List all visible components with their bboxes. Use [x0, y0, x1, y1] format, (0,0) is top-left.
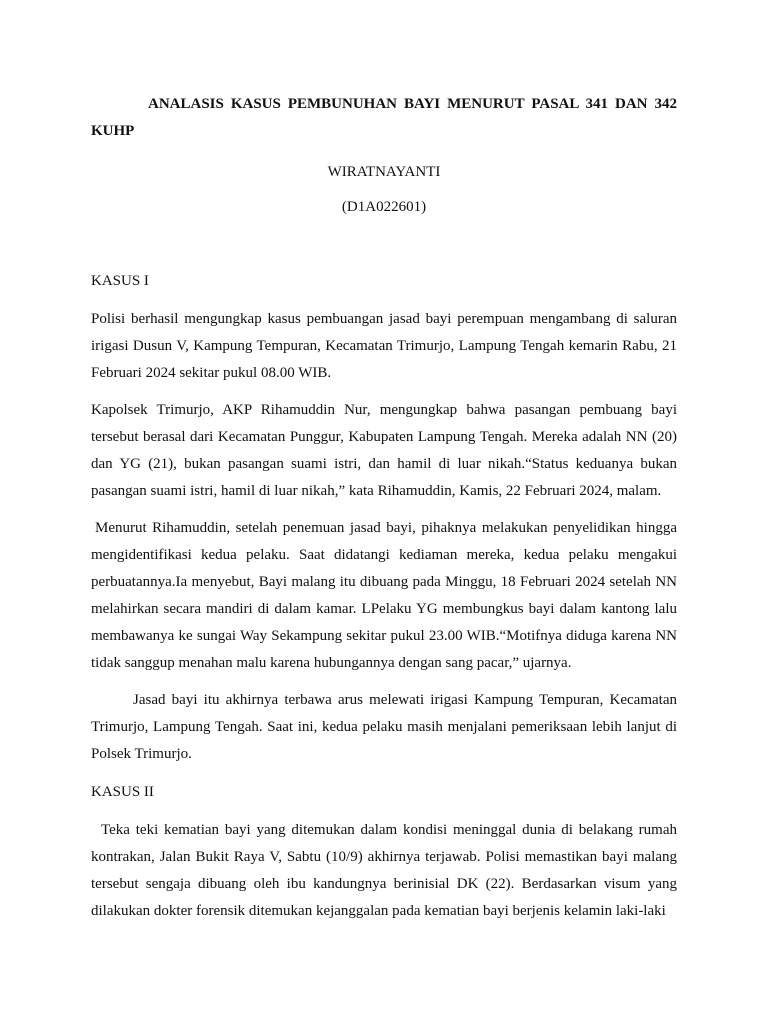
student-id: (D1A022601) — [341, 199, 427, 215]
paragraph: Polisi berhasil mengungkap kasus pembuangan jasad bayi perempuan mengambang di saluran irigasi Dusun V, Kampung Tempuran, Kecamatan Trimurjo, Lampung Tengah kemarin Rabu, 21 Februari 2024 sekitar pukul 08.00 WIB. — [91, 311, 677, 381]
paragraph: Kapolsek Trimurjo, AKP Rihamuddin Nur, mengungkap bahwa pasangan pembuang bayi tersebut berasal dari Kecamatan Punggur, Kabupaten Lampung Tengah. Mereka adalah NN (20) dan YG (21), bukan pasangan suami istri, dan hamil di luar nikah.“Status keduanya bukan pasangan suami istri, hamil di luar nikah,” kata Rihamuddin, Kamis, 22 Februari 2024, malam. — [91, 402, 677, 499]
author-name: WIRATNAYANTI — [327, 164, 441, 180]
section-heading-kasus-2: KASUS II — [91, 784, 154, 800]
paragraph: Teka teki kematian bayi yang ditemukan dalam kondisi meninggal dunia di belakang rumah kontrakan, Jalan Bukit Raya V, Sabtu (10/9) akhirnya terjawab. Polisi memastikan bayi malang tersebut sengaja dibuang oleh ibu kandungnya berinisial DK (22). Berdasarkan visum yang dilakukan dokter forensik ditemukan kejanggalan pada kematian bayi berjenis kelamin laki-laki — [91, 822, 677, 919]
paragraph: Jasad bayi itu akhirnya terbawa arus melewati irigasi Kampung Tempuran, Kecamatan Trimurjo, Lampung Tengah. Saat ini, kedua pelaku masih menjalani pemeriksaan lebih lanjut di Polsek Trimurjo. — [91, 692, 677, 762]
paragraph: Menurut Rihamuddin, setelah penemuan jasad bayi, pihaknya melakukan penyelidikan hingga mengidentifikasi kedua pelaku. Saat didatangi kediaman mereka, kedua pelaku mengakui perbuatannya.Ia menyebut, Bayi malang itu dibuang pada Minggu, 18 Februari 2024 setelah NN melahirkan secara mandiri di dalam kamar. LPelaku YG membungkus bayi dalam kantong lalu membawanya ke sungai Way Sekampung sekitar pukul 23.00 WIB.“Motifnya diduga karena NN tidak sanggup menahan malu karena hubungannya dengan sang pacar,” ujarnya. — [91, 520, 677, 671]
section-heading-kasus-1: KASUS I — [91, 273, 149, 289]
document-title: ANALASIS KASUS PEMBUNUHAN BAYI MENURUT PASAL 341 DAN 342 KUHP — [91, 96, 677, 139]
